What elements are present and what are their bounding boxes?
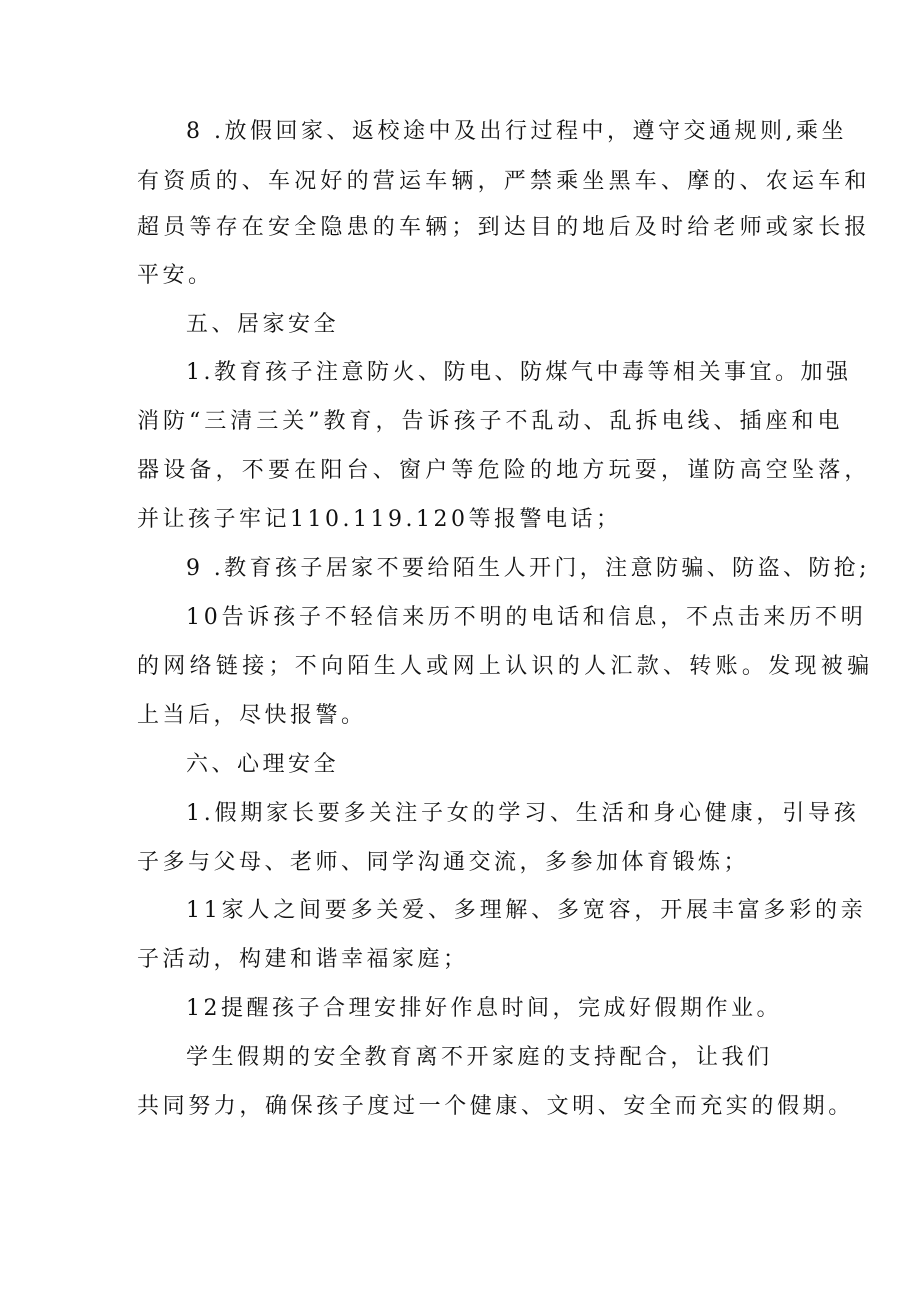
psych-item-11-line-1: 11家人之间要多关爱、多理解、多宽容，开展丰富多彩的亲 <box>186 898 867 923</box>
psych-item-12: 12提醒孩子合理安排好作息时间，完成好假期作业。 <box>186 996 782 1021</box>
psych-item-1-line-1: 1.假期家长要多关注子女的学习、生活和身心健康，引导孩 <box>186 801 860 826</box>
home-item-1-line-4: 并让孩子牢记110.119.120等报警电话； <box>137 507 622 532</box>
home-item-9: 9 .教育孩子居家不要给陌生人开门，注意防骗、防盗、防抢; <box>186 556 870 581</box>
item-8-line-3: 超员等存在安全隐患的车辆；到达目的地后及时给老师或家长报 <box>137 215 871 240</box>
section-heading-home-safety: 五、居家安全 <box>186 312 340 337</box>
closing-line-2: 共同努力，确保孩子度过一个健康、文明、安全而充实的假期。 <box>137 1094 854 1119</box>
psych-item-1-line-2: 子多与父母、老师、同学沟通交流，多参加体育锻炼； <box>137 850 750 875</box>
home-item-1-line-3: 器设备，不要在阳台、窗户等危险的地方玩耍，谨防高空坠落， <box>137 458 871 483</box>
item-8-line-2: 有资质的、车况好的营运车辆，严禁乘坐黑车、摩的、农运车和 <box>137 169 871 194</box>
item-8-line-4: 平安。 <box>137 263 214 288</box>
psych-item-11-line-2: 子活动，构建和谐幸福家庭； <box>137 947 469 972</box>
home-item-10-line-2: 的网络链接；不向陌生人或网上认识的人汇款、转账。发现被骗 <box>137 654 874 679</box>
home-item-10-line-3: 上当后，尽快报警。 <box>137 703 367 728</box>
home-item-1-line-1: 1.教育孩子注意防火、防电、防煤气中毒等相关事宜。加强 <box>186 360 852 385</box>
home-item-1-line-2: 消防“三清三关”教育，告诉孩子不乱动、乱拆电线、插座和电 <box>137 409 844 434</box>
home-item-10-line-1: 10告诉孩子不轻信来历不明的电话和信息，不点击来历不明 <box>186 605 867 630</box>
section-heading-psychological-safety: 六、心理安全 <box>186 752 340 777</box>
item-8-line-1: 8 .放假回家、返校途中及出行过程中，遵守交通规则,乘坐 <box>186 119 847 144</box>
closing-line-1: 学生假期的安全教育离不开家庭的支持配合，让我们 <box>186 1045 773 1070</box>
